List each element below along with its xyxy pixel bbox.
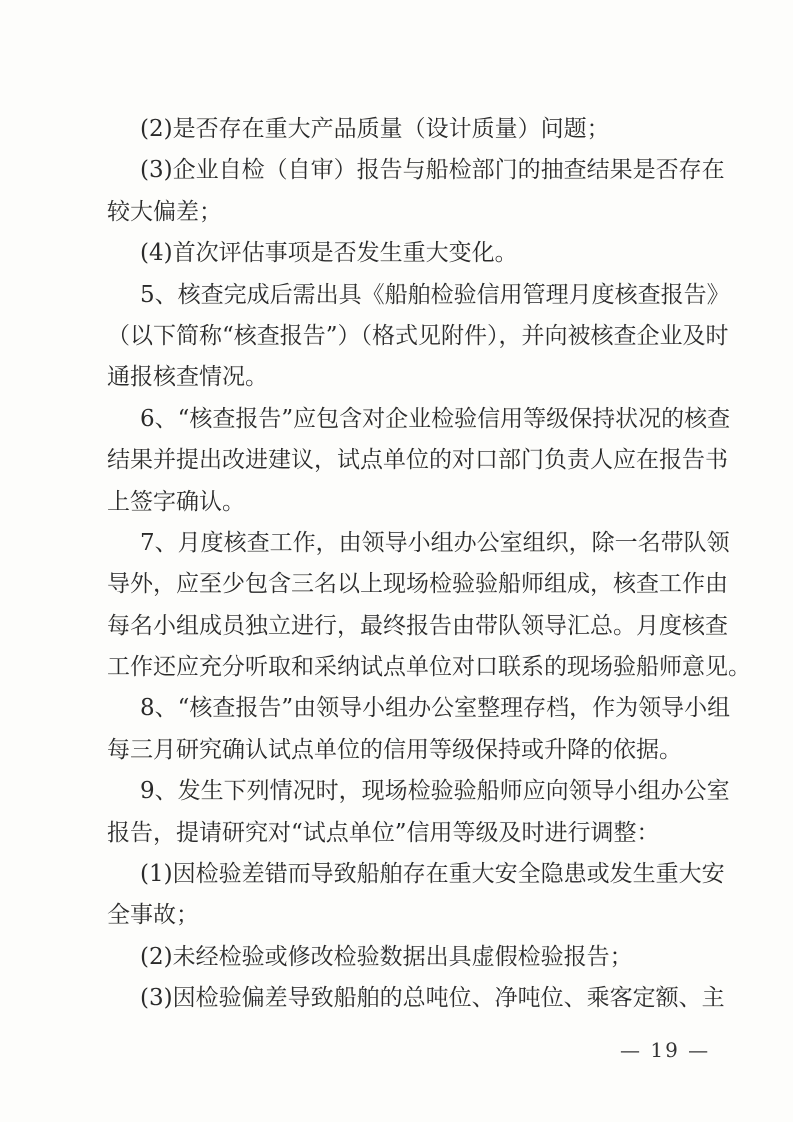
text-line: 9、发生下列情况时，现场检验验船师应向领导小组办公室 <box>140 778 730 805</box>
text-line: (3)企业自检（自审）报告与船检部门的抽查结果是否存在 <box>140 157 725 184</box>
text-line: 全事故； <box>107 902 199 929</box>
text-line: 每三月研究确认试点单位的信用等级保持或升降的依据。 <box>107 736 682 763</box>
text-line: 5、核查完成后需出具《船舶检验信用管理月度核查报告》 <box>140 281 730 308</box>
text-line: (2)是否存在重大产品质量（设计质量）问题； <box>140 116 610 142</box>
body-text <box>107 109 751 1020</box>
text-line: 上签字确认。 <box>107 488 245 515</box>
text-line: 工作还应充分听取和采纳试点单位对口联系的现场验船师意见。 <box>107 654 751 681</box>
text-line: (1)因检验差错而导致船舶存在重大安全隐患或发生重大安 <box>140 861 725 888</box>
text-line: 每名小组成员独立进行，最终报告由带队领导汇总。月度核查 <box>107 612 728 639</box>
text-line: 通报核查情况。 <box>107 364 268 391</box>
text-line: 导外，应至少包含三名以上现场检验验船师组成，核查工作由 <box>107 571 728 598</box>
text-line: 结果并提出改进建议，试点单位的对口部门负责人应在报告书 <box>107 447 728 474</box>
text-line: （以下简称“核查报告”）（格式见附件），并向被核查企业及时 <box>107 322 729 349</box>
text-line: (2)未经检验或修改检验数据出具虚假检验报告； <box>140 943 633 970</box>
text-line: (4)首次评估事项是否发生重大变化。 <box>140 240 518 267</box>
text-line: 6、“核查报告”应包含对企业检验信用等级保持状况的核查 <box>140 405 731 432</box>
page-number: — 19 — <box>620 1038 711 1062</box>
text-line: 报告，提请研究对“试点单位”信用等级及时进行调整： <box>107 819 660 846</box>
text-line: 8、“核查报告”由领导小组办公室整理存档，作为领导小组 <box>140 695 731 722</box>
text-line: 7、月度核查工作，由领导小组办公室组织，除一名带队领 <box>140 529 730 556</box>
text-line: (3)因检验偏差导致船舶的总吨位、净吨位、乘客定额、主 <box>140 985 725 1012</box>
text-line: 较大偏差； <box>107 198 222 225</box>
